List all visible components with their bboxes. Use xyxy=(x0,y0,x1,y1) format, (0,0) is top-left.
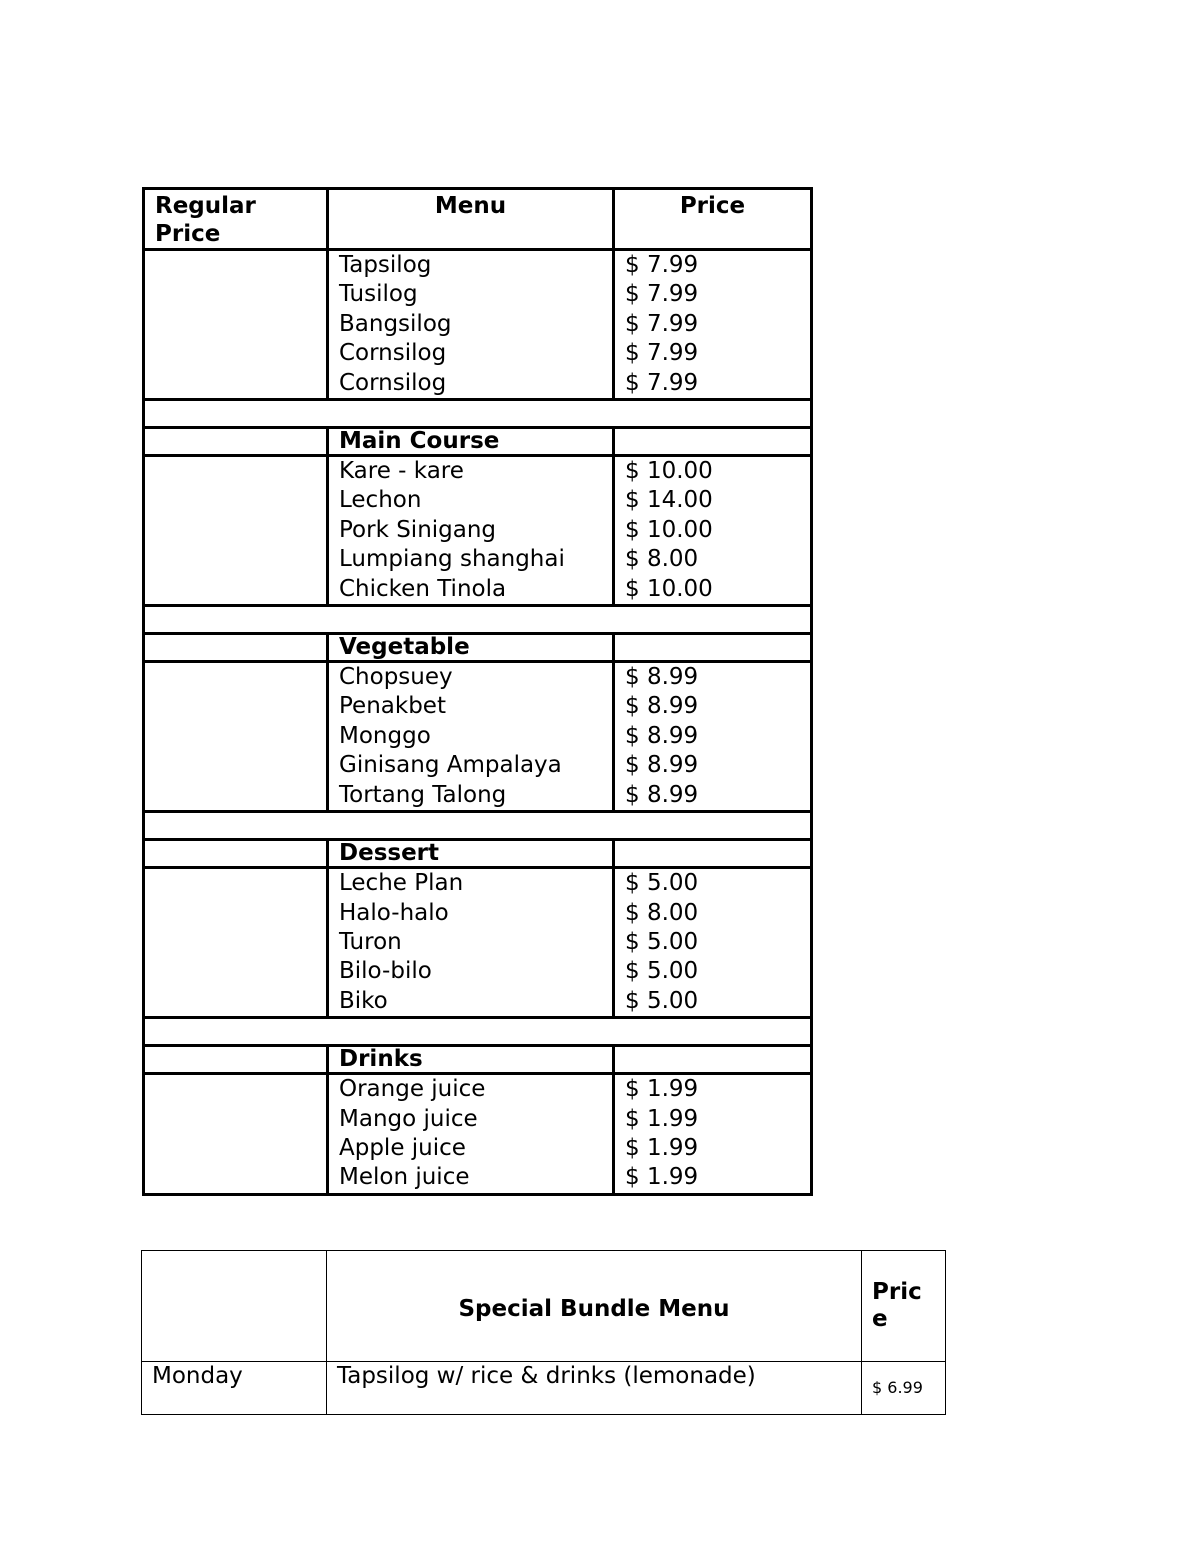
price-item: $ 7.99 xyxy=(625,340,699,367)
spacer-row xyxy=(144,400,812,428)
price-item: $ 1.99 xyxy=(625,1164,699,1191)
empty-cell xyxy=(142,1251,327,1362)
price-item: $ 8.99 xyxy=(625,693,699,720)
dessert-price-list xyxy=(614,868,812,1018)
table-row xyxy=(142,1362,946,1415)
empty-cell xyxy=(144,250,328,400)
header-price: Price xyxy=(614,189,812,250)
price-item: $ 5.00 xyxy=(625,928,699,955)
list-item: Biko xyxy=(339,987,388,1014)
category-title: Vegetable xyxy=(328,634,614,662)
list-item: Ginisang Ampalaya xyxy=(339,752,562,779)
category-row-vegetable xyxy=(144,634,812,662)
header-menu: Menu xyxy=(328,189,614,250)
price-item: $ 10.00 xyxy=(625,575,713,602)
regular-menu-table xyxy=(142,187,813,1196)
list-item: Apple juice xyxy=(339,1134,466,1161)
list-item: Bilo-bilo xyxy=(339,958,432,985)
price-item: $ 1.99 xyxy=(625,1076,699,1103)
price-item: $ 5.00 xyxy=(625,958,699,985)
bundle-day: Monday xyxy=(142,1362,327,1415)
bundle-header-row xyxy=(142,1251,946,1362)
list-item: Pork Sinigang xyxy=(339,516,497,543)
spacer-row xyxy=(144,606,812,634)
silog-price-list xyxy=(614,250,812,400)
list-item: Lechon xyxy=(339,487,422,514)
empty-cell xyxy=(144,456,328,606)
main-course-items-row xyxy=(144,456,812,606)
price-item: $ 8.99 xyxy=(625,664,699,691)
list-item: Monggo xyxy=(339,722,431,749)
spacer-row xyxy=(144,812,812,840)
main-course-price-list xyxy=(614,456,812,606)
main-course-item-list xyxy=(328,456,614,606)
bundle-menu: Tapsilog w/ rice & drinks (lemonade) xyxy=(327,1362,862,1415)
list-item: Orange juice xyxy=(339,1076,486,1103)
list-item: Bangsilog xyxy=(339,310,452,337)
vegetable-item-list xyxy=(328,662,614,812)
list-item: Kare - kare xyxy=(339,458,464,485)
price-item: $ 8.99 xyxy=(625,722,699,749)
vegetable-price-list xyxy=(614,662,812,812)
vegetable-items-row xyxy=(144,662,812,812)
list-item: Melon juice xyxy=(339,1164,470,1191)
price-item: $ 7.99 xyxy=(625,281,699,308)
category-title: Main Course xyxy=(328,428,614,456)
price-item: $ 14.00 xyxy=(625,487,713,514)
silog-item-list xyxy=(328,250,614,400)
list-item: Halo-halo xyxy=(339,899,449,926)
price-item: $ 7.99 xyxy=(625,369,699,396)
list-item: Tortang Talong xyxy=(339,781,507,808)
dessert-item-list xyxy=(328,868,614,1018)
special-bundle-table xyxy=(141,1250,946,1415)
price-item: $ 8.99 xyxy=(625,752,699,779)
list-item: Cornsilog xyxy=(339,369,447,396)
list-item: Chopsuey xyxy=(339,664,453,691)
price-item: $ 10.00 xyxy=(625,516,713,543)
list-item: Tapsilog xyxy=(339,252,432,278)
list-item: Mango juice xyxy=(339,1105,478,1132)
list-item: Penakbet xyxy=(339,693,446,720)
price-item: $ 1.99 xyxy=(625,1105,699,1132)
list-item: Cornsilog xyxy=(339,340,447,367)
empty-cell xyxy=(144,1074,328,1195)
drinks-items-row xyxy=(144,1074,812,1195)
price-item: $ 10.00 xyxy=(625,458,713,485)
table-header-row xyxy=(144,189,812,250)
category-title: Drinks xyxy=(328,1046,614,1074)
price-item: $ 8.00 xyxy=(625,899,699,926)
price-item: $ 1.99 xyxy=(625,1134,699,1161)
category-title: Dessert xyxy=(328,840,614,868)
list-item: Tusilog xyxy=(339,281,418,308)
price-item: $ 7.99 xyxy=(625,252,699,278)
bundle-price: $ 6.99 xyxy=(862,1362,946,1415)
list-item: Turon xyxy=(339,928,402,955)
dessert-items-row xyxy=(144,868,812,1018)
spacer-row xyxy=(144,1018,812,1046)
list-item: Leche Plan xyxy=(339,870,464,897)
empty-cell xyxy=(144,662,328,812)
list-item: Chicken Tinola xyxy=(339,575,507,602)
price-item: $ 8.00 xyxy=(625,546,699,573)
category-row-drinks xyxy=(144,1046,812,1074)
category-row-dessert xyxy=(144,840,812,868)
price-item: $ 5.00 xyxy=(625,870,699,897)
bundle-price-header: Pric e xyxy=(862,1251,946,1362)
price-item: $ 7.99 xyxy=(625,310,699,337)
header-regular-price: Regular Price xyxy=(144,189,328,250)
list-item: Lumpiang shanghai xyxy=(339,546,565,573)
drinks-item-list xyxy=(328,1074,614,1195)
silog-items-row xyxy=(144,250,812,400)
category-row-main-course xyxy=(144,428,812,456)
price-item: $ 5.00 xyxy=(625,987,699,1014)
drinks-price-list xyxy=(614,1074,812,1195)
bundle-title: Special Bundle Menu xyxy=(327,1251,862,1362)
price-item: $ 8.99 xyxy=(625,781,699,808)
empty-cell xyxy=(144,868,328,1018)
